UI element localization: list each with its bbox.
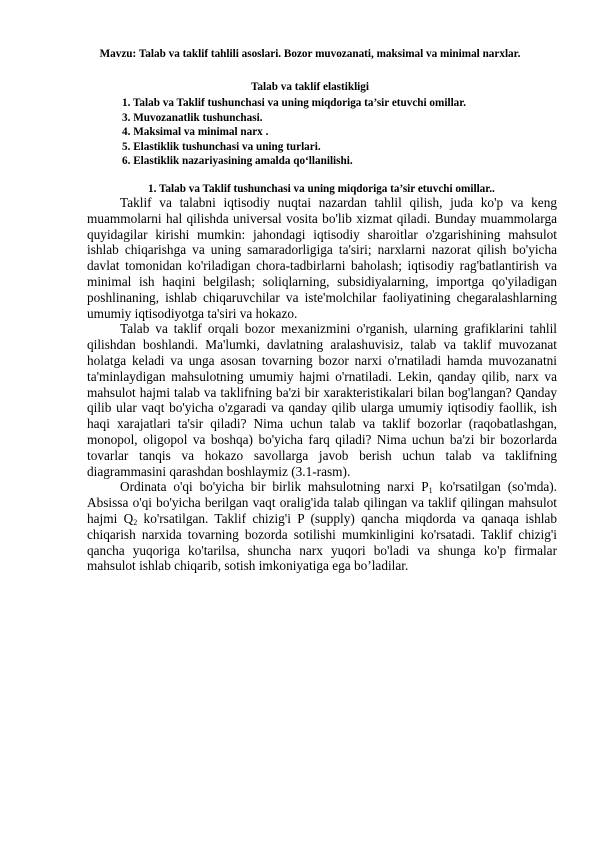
paragraph-text: ko'rsatilgan. Taklif chizig'i P (supply) qancha miqdorda va qanaqa ishlab chiqarish narxida tovarning bozorda sotilishi mumkinligini ko'rsatadi. Taklif chizig'i qancha yuqoriga ko'tarilsa, shuncha narx yuqori bo'ladi va shunga ko'p firmalar mahsulot ishlab chiqarib, sotish imkoniyatiga ega bo’ladilar. (87, 510, 557, 574)
plan-title: Talab va taklif elastikligi (250, 81, 369, 93)
plan-item: 6. Elastiklik nazariyasining amalda qo‘llanilishi. (122, 155, 353, 167)
paragraph: Talab va taklif orqali bozor mexanizmini o'rganish, ularning grafiklarini tahlil qilishdan boshlandi. Ma'lumki, davlatning aralashuvisiz, talab va taklif muvozanat holatga keladi va unga asosan tovarning bozor narxi o'rnatiladi hamda muvozanatni ta'minlaydigan mahsulotning umumiy hajmi o'rnatiladi. Lekin, qanday qilib, narx va mahsulot hajmi talab va taklifning ba'zi bir xarakteristikalari bilan bog'langan? Qanday qilib ular vaqt bo'yicha o'zgaradi va qanday qilib ularga umumiy iqtisodiy faollik, ish haqi xarajatlari ta'sir qiladi? Nima uchun talab va taklif bozorlar (raqobatlashgan, monopol, oligopol va boshqa) bo'yicha farq qiladi? Nima uchun ba'zi bir bozorlarda tovarlar tanqis va hokazo savollarga javob berish uchun talab va taklifning diagrammasini qarashdan boshlaymiz (3.1-rasm). (87, 321, 557, 479)
plan-item: 3. Muvozanatlik tushunchasi. (122, 111, 263, 124)
plan-item: 5. Elastiklik tushunchasi va uning turlari. (122, 140, 321, 153)
body-text (87, 195, 557, 574)
price-subscript: 1 (428, 486, 433, 496)
paragraph (87, 479, 557, 574)
document-topic: Mavzu: Talab va taklif tahlili asoslari. Bozor muvozanati, maksimal va minimal narxlar. (99, 48, 521, 60)
section-heading: 1. Talab va Taklif tushunchasi va uning miqdoriga ta’sir etuvchi omillar.. (148, 183, 495, 195)
paragraph-text: ko'rsatilgan (so'mda). Absissa o'qi bo'yicha berilgan vaqt oralig'ida talab qilingan va taklif qilingan mahsulot hajmi Q (87, 479, 557, 526)
plan-item: 4. Maksimal va minimal narx . (122, 126, 269, 138)
paragraph: Taklif va talabni iqtisodiy nuqtai nazardan tahlil qilish, juda ko'p va keng muammolarni hal qilishda universal vosita bo'lib xizmat qiladi. Bunday muammolarga quyidagilar kirishi mumkin: jahondagi iqtisodiy sharoitlar o'zgarishining mahsulot ishlab chiqarishga va uning samaradorligiga ta'siri; narxlarni nazorat qilish bo'yicha davlat tomonidan ko'riladigan chora-tadbirlarni baholash; iqtisodiy rag'batlantirish va minimal ish haqini belgilash; soliqlarning, subsidiyalarning, importga qo'yiladigan poshlinaning, ishlab chiqaruvchilar va iste'molchilar faoliyatining chegaralashlarning umumiy iqtisodiyotga ta'siri va hokazo. (87, 195, 557, 321)
plan-item: 1. Talab va Taklif tushunchasi va uning miqdoriga ta’sir etuvchi omillar. (122, 97, 467, 109)
quantity-subscript: 2 (133, 517, 138, 527)
paragraph-text: Ordinata o'qi bo'yicha bir birlik mahsulotning narxi P (120, 479, 429, 495)
plan-list (122, 96, 466, 169)
